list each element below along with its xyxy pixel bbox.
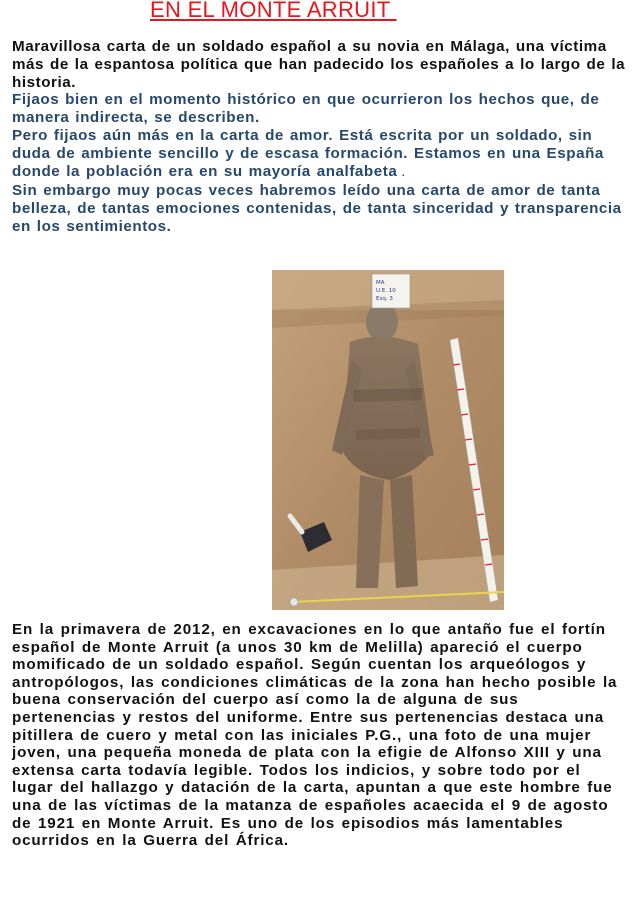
intro-paragraph-4: Sin embargo muy pocas veces habremos leído una carta de amor de tanta belleza, de tantas emociones contenidas, de tanta sinceridad y transparencia en los sentimientos. bbox=[12, 182, 622, 235]
sign-line-1: MA bbox=[376, 280, 385, 286]
intro-paragraph-3 bbox=[12, 127, 628, 182]
sign-line-2: U.E. 10 bbox=[376, 288, 396, 294]
intro-paragraph-3-text: Pero fijaos aún más en la carta de amor. Está escrita por un soldado, sin duda de ambiente sencillo y de escasa formación. Estamos en una España donde la población era en su mayoría analfabeta bbox=[12, 126, 604, 180]
intro-paragraph-3-tail: . bbox=[397, 167, 406, 179]
page-title: EN EL MONTE ARRUIT bbox=[150, 0, 397, 22]
site-label-sign bbox=[372, 274, 410, 308]
intro-paragraph-1: Maravillosa carta de un soldado español a su novia en Málaga, una víctima más de la espantosa política que han padecido los españoles a lo largo de la historia. bbox=[12, 38, 626, 91]
excavation-photo bbox=[272, 270, 504, 610]
intro-section bbox=[12, 38, 628, 236]
body-paragraph: En la primavera de 2012, en excavaciones en lo que antaño fue el fortín español de Monte Arruit (a unos 30 km de Melilla) apareció el cuerpo momificado de un soldado español. Según cuentan los arqueólogos y antropólogos, las condiciones climáticas de la zona han hecho posible la buena conservación del cuerpo así como la de alguna de sus pertenencias y restos del uniforme. Entre sus pertenencias destaca una pitillera de cuero y metal con las iniciales P.G., una foto de una mujer joven, una pequeña moneda de plata con la efigie de Alfonso XIII y una extensa carta todavía legible. Todos los indicios, y sobre todo por el lugar del hallazgo y datación de la carta, apuntan a que este hombre fue una de las víctimas de la matanza de españoles acaecida el 9 de agosto de 1921 en Monte Arruit. Es uno de los episodios más lamentables ocurridos en la Guerra del África. bbox=[12, 621, 618, 850]
sign-line-3: Esq. 3 bbox=[376, 296, 393, 302]
intro-paragraph-2: Fijaos bien en el momento histórico en que ocurrieron los hechos que, de manera indirecta, se describen. bbox=[12, 91, 600, 127]
